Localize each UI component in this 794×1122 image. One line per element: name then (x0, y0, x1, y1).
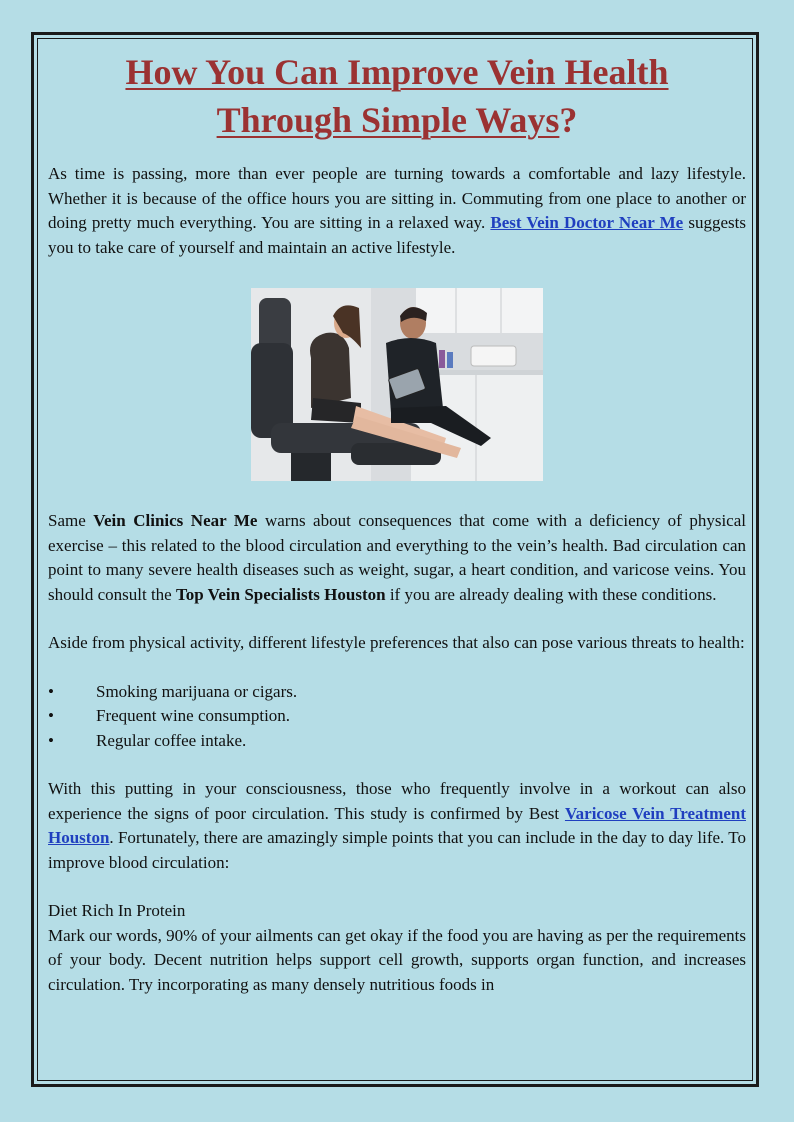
circulation-paragraph: With this putting in your consciousness, those who frequently involve in a workout can also experience the signs of poor circulation. This study is confirmed by Best Varicose Vein Treatment Houston. Fortunately, there are amazingly simple points that you can include in the day to day life. To improve blood circulation: (48, 779, 746, 872)
title-line-1: How You Can Improve Vein Health (125, 52, 669, 92)
best-vein-doctor-link[interactable]: Best Vein Doctor Near Me (490, 213, 684, 232)
vein-clinics-near-me-keyword: Vein Clinics Near Me (93, 511, 258, 530)
list-item: • Frequent wine consumption. (48, 704, 746, 729)
page-title (48, 48, 746, 144)
intro-paragraph: As time is passing, more than ever people are turning towards a comfortable and lazy lifestyle. Whether it is because of the office hours you are sitting in. Commuting from one place to another or doing pretty much everything. You are sitting in a relaxed way. Best Vein Doctor Near Me suggests you to take care of yourself and maintain an active lifestyle. (48, 164, 746, 257)
title-line-2: Through Simple Ways (216, 100, 560, 140)
section-heading: Diet Rich In Protein (48, 901, 186, 920)
vein-consultation-photo (251, 288, 543, 481)
bullet-icon: • (48, 681, 54, 701)
clinics-paragraph: Same Vein Clinics Near Me warns about consequences that come with a deficiency of physical exercise – this related to the blood circulation and everything to the vein’s health. Bad circulation can point to many severe health diseases such as weight, sugar, a heart condition, and varicose veins. You should consult the Top Vein Specialists Houston if you are already dealing with these conditions. (48, 511, 746, 604)
bullet-icon: • (48, 706, 54, 725)
lifestyle-paragraph: Aside from physical activity, different lifestyle preferences that also can pose various threats to health: (48, 633, 745, 652)
varicose-vein-treatment-link[interactable]: Varicose Vein Treatment Houston (48, 803, 746, 847)
bullet-icon: • (48, 730, 54, 750)
title-question-mark: ? (559, 100, 578, 140)
top-vein-specialists-keyword: Top Vein Specialists Houston (175, 584, 386, 604)
threats-list (48, 680, 746, 754)
list-item: • Smoking marijuana or cigars. (48, 680, 746, 705)
section-paragraph: Mark our words, 90% of your ailments can get okay if the food you are having as per the requirements of your body. Decent nutrition helps support cell growth, supports organ function, and increases circulation. Try incorporating as many densely nutritious foods in (48, 925, 746, 994)
list-item: • Regular coffee intake. (48, 729, 746, 754)
article (48, 48, 746, 997)
